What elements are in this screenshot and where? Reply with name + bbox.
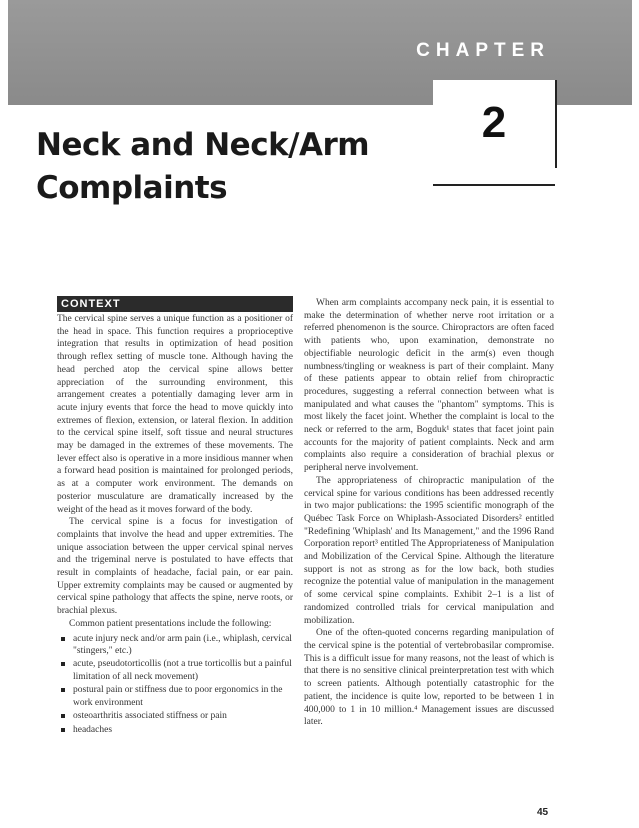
- list-item-text: acute, pseudotorticollis (not a true torticollis but a painful limitation of all neck movement): [73, 659, 292, 683]
- page-number: 45: [537, 807, 549, 818]
- paragraph: Common patient presentations include the following:: [69, 618, 272, 629]
- bullet-icon: [61, 688, 65, 692]
- bullet-icon: [61, 637, 65, 641]
- bullet-icon: [61, 714, 65, 718]
- chapter-title-line1: Neck and Neck/Arm: [36, 127, 370, 163]
- chapter-number: 2: [481, 98, 507, 147]
- paragraph: The appropriateness of chiropractic manipulation of the cervical spine for various conditions has been addressed recently in two major publications: the 1995 scientific monograph of the Québec Task Force on Whiplash-Associated Disorders² entitled "Redefining 'Whiplash' and Its Management," and the 1996 Rand Corporation report³ entitled The Appropriateness of Manipulation and Mobilization of the Cervical Spine. Although the literature support is not as strong as for the low back, both studies recognize the potential value of manipulation in the management of some cervical spine complaints. Exhibit 2–1 is a list of randomized controlled trials for cervical manipulation and mobilization.: [304, 475, 554, 626]
- chapter-label: CHAPTER: [416, 40, 550, 61]
- chapter-number-rule: [433, 184, 555, 186]
- right-column: [304, 297, 554, 729]
- list-item: [57, 684, 293, 709]
- list-item-text: osteoarthritis associated stiffness or pain: [73, 711, 227, 722]
- left-column: [57, 296, 293, 737]
- list-item-text: postural pain or stiffness due to poor ergonomics in the work environment: [73, 685, 283, 709]
- list-item: [57, 633, 293, 658]
- chapter-number-box: [433, 80, 557, 168]
- list-item-text: acute injury neck and/or arm pain (i.e., whiplash, cervical "stingers," etc.): [73, 633, 292, 657]
- bullet-icon: [61, 728, 65, 732]
- paragraph: The cervical spine serves a unique function as a positioner of the head in space. This function requires a proprioceptive integration that results in optimization of head position through reflex setting of muscle tone. Although having the head perched atop the cervical spine allows better appreciation of the surrounding environment, this arrangement creates a potentially damaging lever arm in acute injury events that force the head to move quickly into extremes of flexion, extension, or lateral flexion. In addition to the cervical spine itself, soft tissue and neural structures may be damaged in the extremes of these movements. The lever effect also is operative in a more insidious manner when a forward head position is maintained for prolonged periods, as at a computer work environment. The demands on posterior musculature are dramatically increased by the weight of the head as it moves forward of the body.: [57, 314, 293, 515]
- section-label-context: CONTEXT: [57, 296, 293, 312]
- list-item-text: headaches: [73, 724, 113, 735]
- chapter-title: [36, 124, 369, 210]
- presentation-list: [57, 633, 293, 737]
- list-item: [57, 658, 293, 683]
- paragraph: When arm complaints accompany neck pain, it is essential to make the determination of whether nerve root irritation or a referred phenomenon is the source. Chiropractors are often faced with patients who, upon examination, demonstrate no objectifiable neurologic deficit in the arm(s) even though numbness/tingling or weakness is part of their complaint. Many of these patients appear to obtain relief from chiropractic procedures, suggesting a referral connection between what is manipulated and what causes the "phantom" symptoms. This is most likely the facet joint. Whether the complaint is local to the neck or referred to the arm, Bogduk¹ states that facet joint pain accounts for the majority of patient complaints. Neck and arm complaints also require a consideration of brachial plexus or peripheral nerve involvement.: [304, 298, 554, 474]
- paragraph: The cervical spine is a focus for investigation of complaints that involve the head and upper extremities. The unique association between the upper cervical spinal nerves and the trigeminal nerve is postulated to have effects that result in complaints of headache, facial pain, or ear pain. Upper extremity complaints may be caused or augmented by cervical spine pathology that affects the spine, nerve roots, or brachial plexus.: [57, 517, 293, 617]
- bullet-icon: [61, 662, 65, 666]
- list-item: [57, 710, 293, 723]
- chapter-title-line2: Complaints: [36, 170, 228, 206]
- list-item: [57, 724, 293, 737]
- paragraph: One of the often-quoted concerns regarding manipulation of the cervical spine is the potential of vertebrobasilar compromise. This is a difficult issue for many reasons, not the least of which is that there is no sensitive clinical preinterpretation test with which to screen patients. Although potentially catastrophic for the patient, the incidence is quite low, reported to be between 1 in 400,000 to 1 in 10 million.⁴ Management issues are discussed later.: [304, 628, 554, 728]
